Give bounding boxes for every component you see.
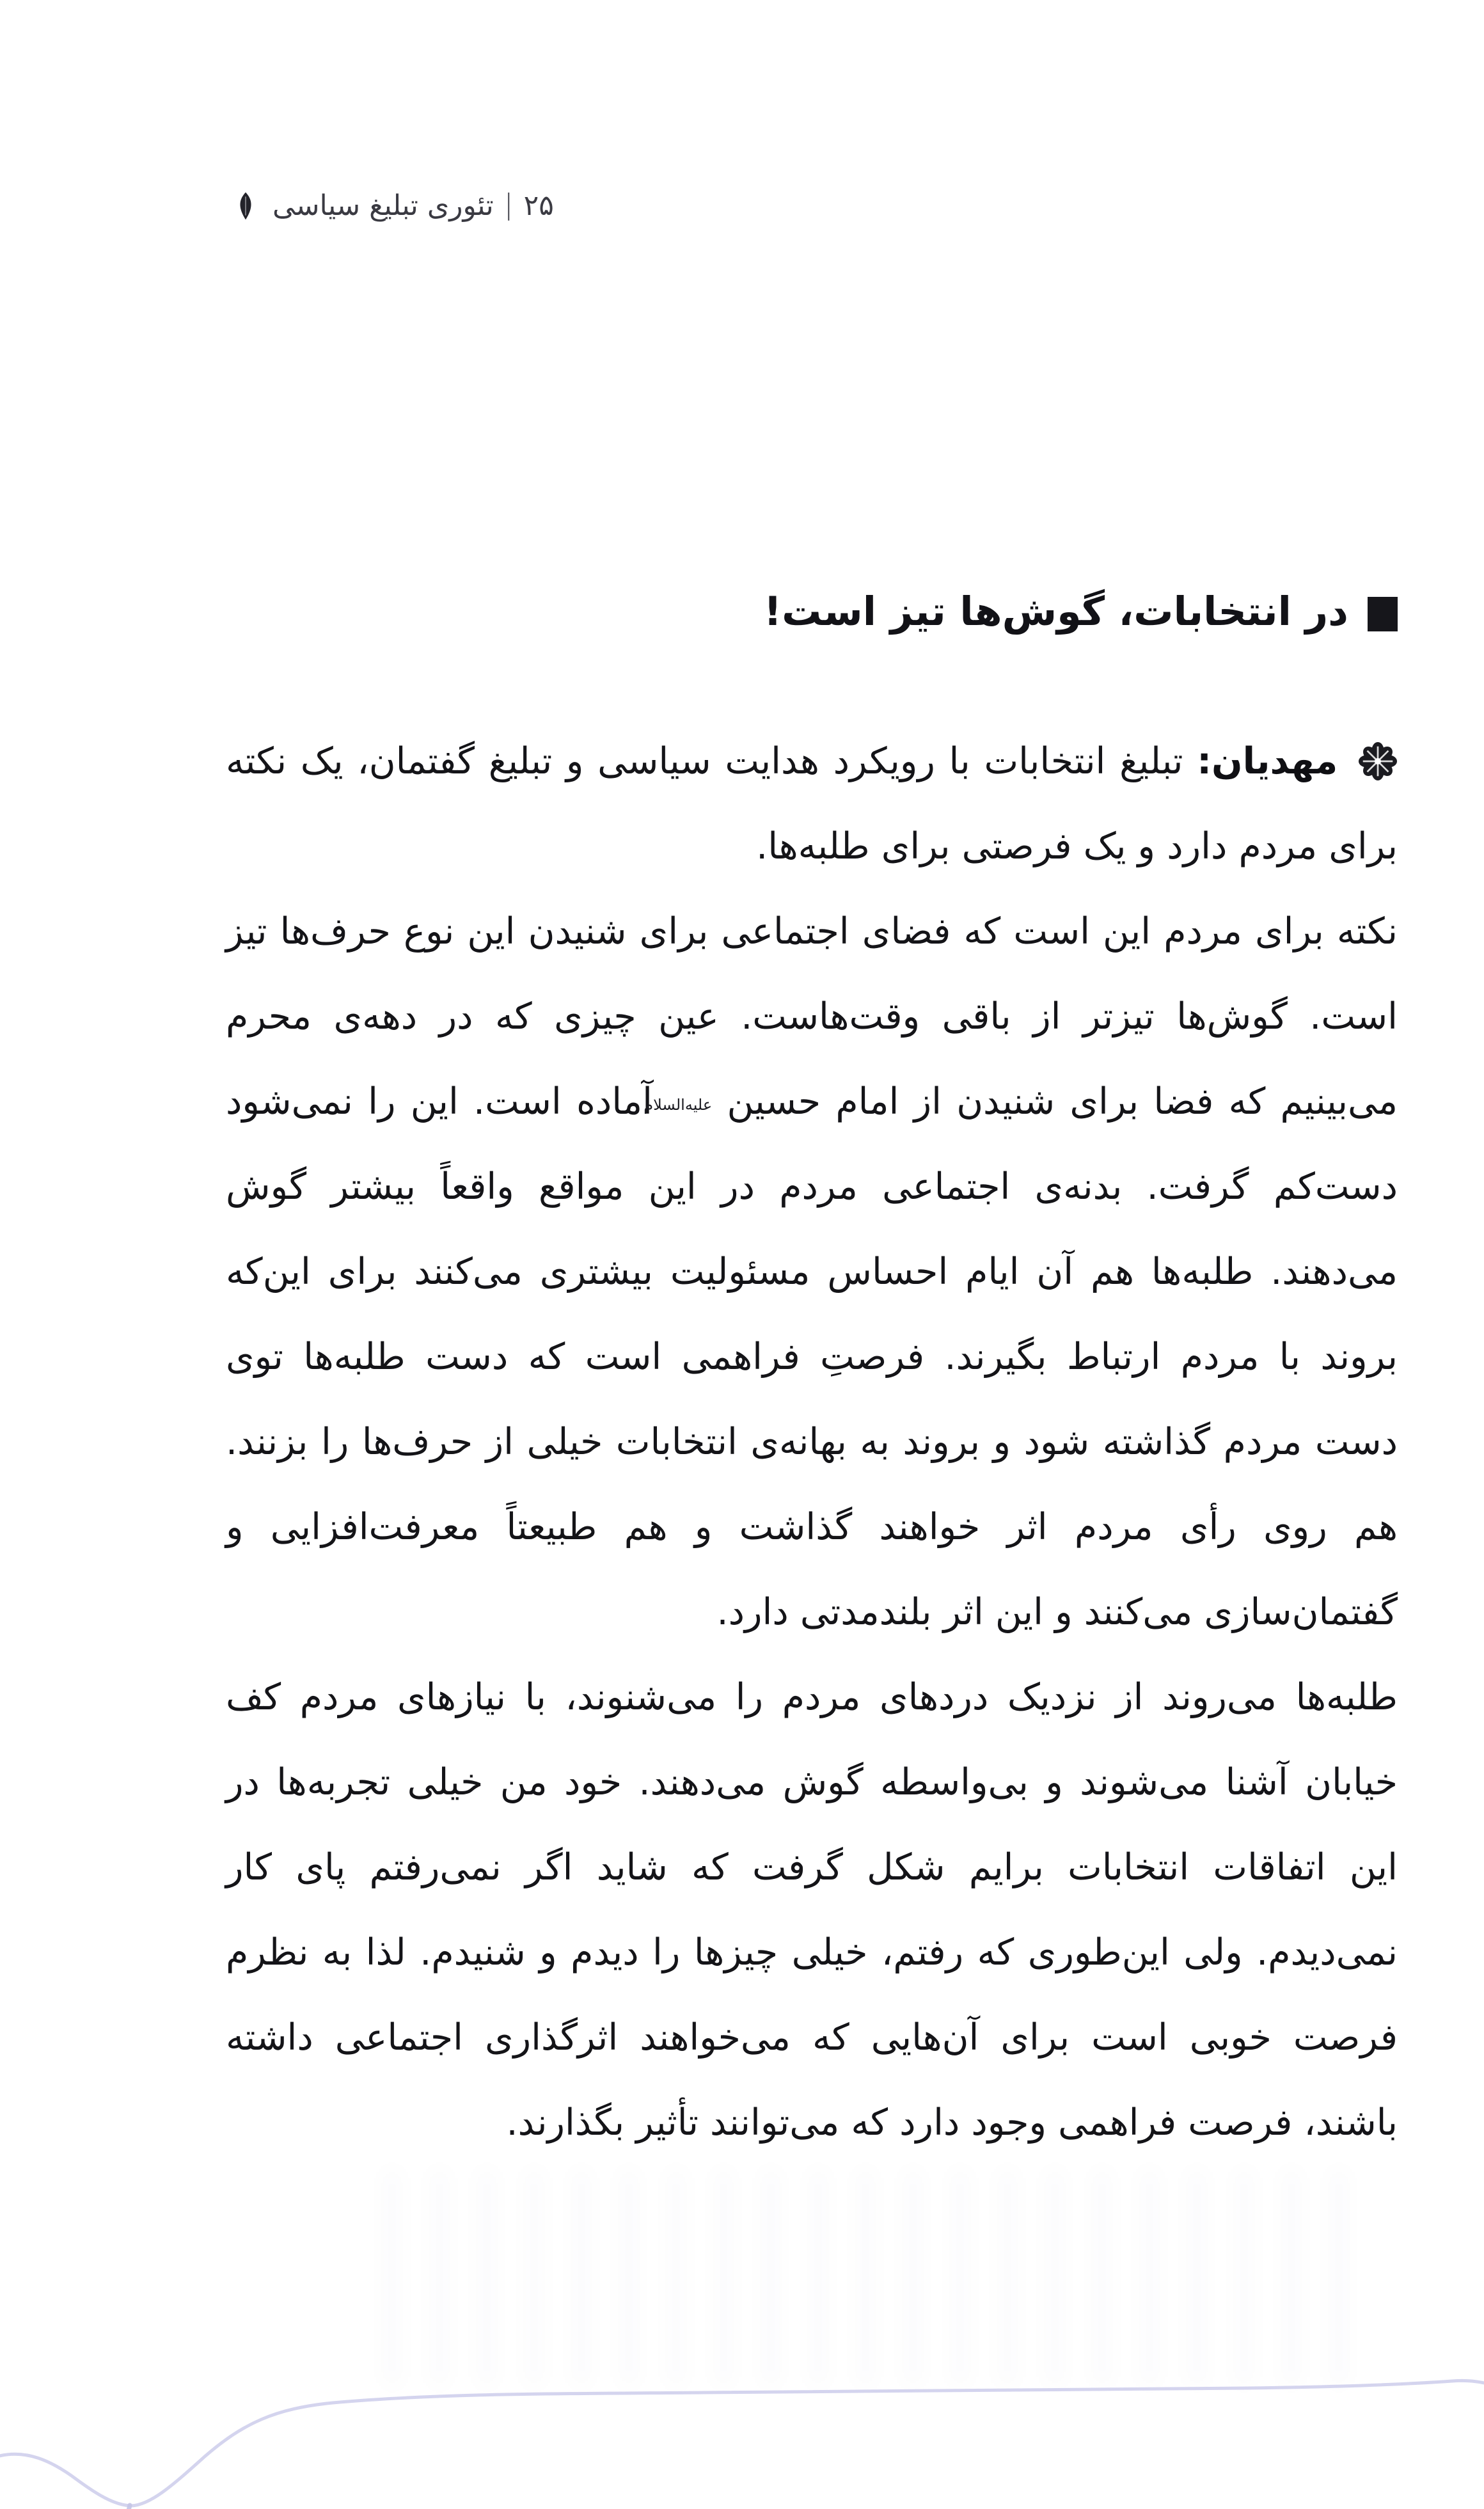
paragraph-middle (226, 889, 1398, 1655)
paragraph-text: آماده است. این را نمی‌شود دست‌کم گرفت. بدنه‌ی اجتماعی مردم در این مواقع واقعاً بیشتر گوش می‌دهند. طلبه‌ها هم آن ایام احساس مسئولیت بیشتری می‌کنند برای این‌که بروند با مردم ارتباط بگیرند. فرصتِ فراهمی است که دست طلبه‌ها توی دست مردم گذاشته شود و بروند به بهانه‌ی انتخابات خیلی از حرف‌ها را بزنند. هم روی رأی مردم اثر خواهند گذاشت و هم طبیعتاً معرفت‌افزایی و گفتمان‌سازی می‌کنند و این اثر بلندمدتی دارد. (226, 1080, 1398, 1633)
leaf-ornament-icon (235, 191, 256, 221)
bleed-through-ghosting (384, 2169, 1382, 2386)
page-number: ۲۵ (523, 189, 554, 222)
paragraph-intro (226, 719, 1398, 889)
section-heading (764, 586, 1398, 638)
honorific-alayhis-salam: علیه‌السلام (643, 1096, 713, 1114)
square-bullet-icon (1368, 597, 1398, 631)
paragraph-text: نکته برای مردم این است که فضای اجتماعی برای شنیدن این نوع حرف‌ها تیز است. گوش‌ها تیزتر از باقی وقت‌هاست. عین چیزی که در دهه‌ی محرم می‌بینیم که فضا برای شنیدن از امام حسین (226, 910, 1398, 1123)
header-separator: | (503, 188, 514, 221)
page-header (235, 189, 554, 222)
body-text (226, 719, 1398, 2165)
paragraph-text: تبلیغ انتخابات با رویکرد هدایت سیاسی و تبلیغ گفتمان، یک نکته برای مردم دارد و یک فرصتی برای طلبه‌ها. (226, 740, 1398, 867)
paragraph-last (226, 1655, 1398, 2165)
section-heading-text: در انتخابات، گوش‌ها تیز است! (763, 588, 1348, 635)
book-title: تئوری تبلیغ سیاسی (272, 189, 494, 222)
speaker-name: مهدیان: (1197, 740, 1338, 782)
scanned-page-edge (0, 2368, 1484, 2509)
paragraph-text: طلبه‌ها می‌روند از نزدیک دردهای مردم را می‌شنوند، با نیازهای مردم کف خیابان آشنا می‌شوند و بی‌واسطه گوش می‌دهند. خود من خیلی تجربه‌ها در این اتفاقات انتخابات برایم شکل گرفت که شاید اگر نمی‌رفتم پای کار نمی‌دیدم. ولی این‌طوری که رفتم، خیلی چیزها را دیدم و شنیدم. لذا به نظرم فرصت خوبی است برای آن‌هایی که می‌خواهند اثرگذاری اجتماعی داشته باشند، فرصت فراهمی وجود دارد که می‌توانند تأثیر بگذارند. (226, 1676, 1398, 2144)
flower-ornament-icon (1358, 741, 1398, 781)
